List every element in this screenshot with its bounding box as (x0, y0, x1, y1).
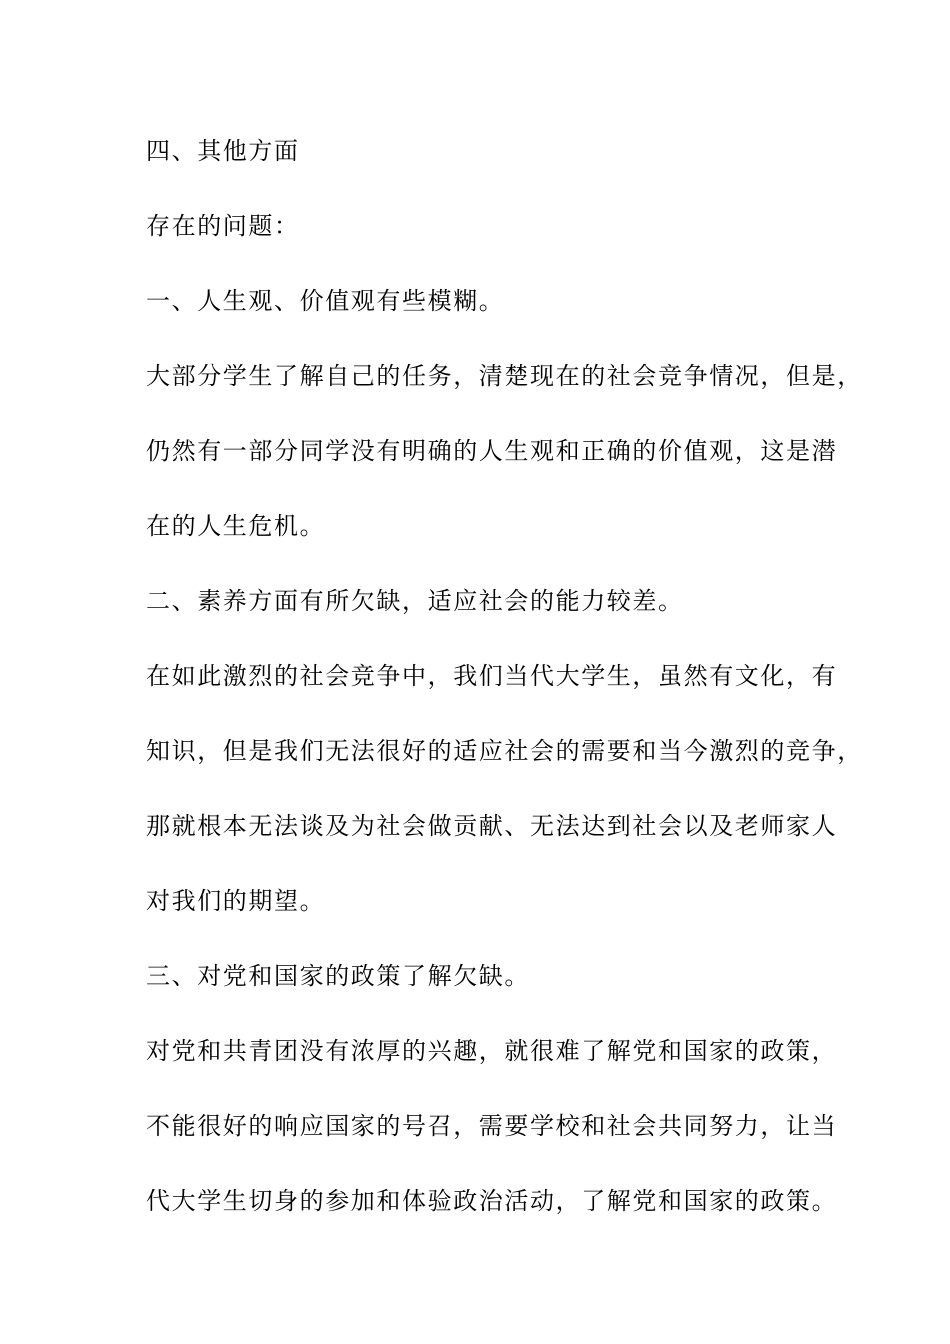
problem-heading-1: 一、人生观、价值观有些模糊。 (146, 287, 505, 315)
paragraph-line: 对党和共青团没有浓厚的兴趣，就很难了解党和国家的政策， (146, 1037, 838, 1065)
paragraph-line: 知识，但是我们无法很好的适应社会的需要和当今激烈的竞争， (146, 737, 863, 765)
paragraph-line: 代大学生切身的参加和体验政治活动，了解党和国家的政策。 (146, 1187, 838, 1215)
section-heading-other-aspects: 四、其他方面 (146, 137, 300, 165)
paragraph-line: 在如此激烈的社会竞争中，我们当代大学生，虽然有文化，有 (146, 662, 838, 690)
paragraph-line: 不能很好的响应国家的号召，需要学校和社会共同努力，让当 (146, 1112, 838, 1140)
problem-heading-3: 三、对党和国家的政策了解欠缺。 (146, 962, 530, 990)
problem-heading-2: 二、素养方面有所欠缺，适应社会的能力较差。 (146, 587, 684, 615)
paragraph-line: 那就根本无法谈及为社会做贡献、无法达到社会以及老师家人 (146, 812, 838, 840)
paragraph-line: 大部分学生了解自己的任务，清楚现在的社会竞争情况，但是， (146, 362, 863, 390)
paragraph-line: 在的人生危机。 (146, 512, 326, 540)
paragraph-line: 对我们的期望。 (146, 887, 326, 915)
paragraph-line: 仍然有一部分同学没有明确的人生观和正确的价值观，这是潜 (146, 437, 838, 465)
subheading-existing-problems: 存在的问题： (146, 212, 300, 240)
